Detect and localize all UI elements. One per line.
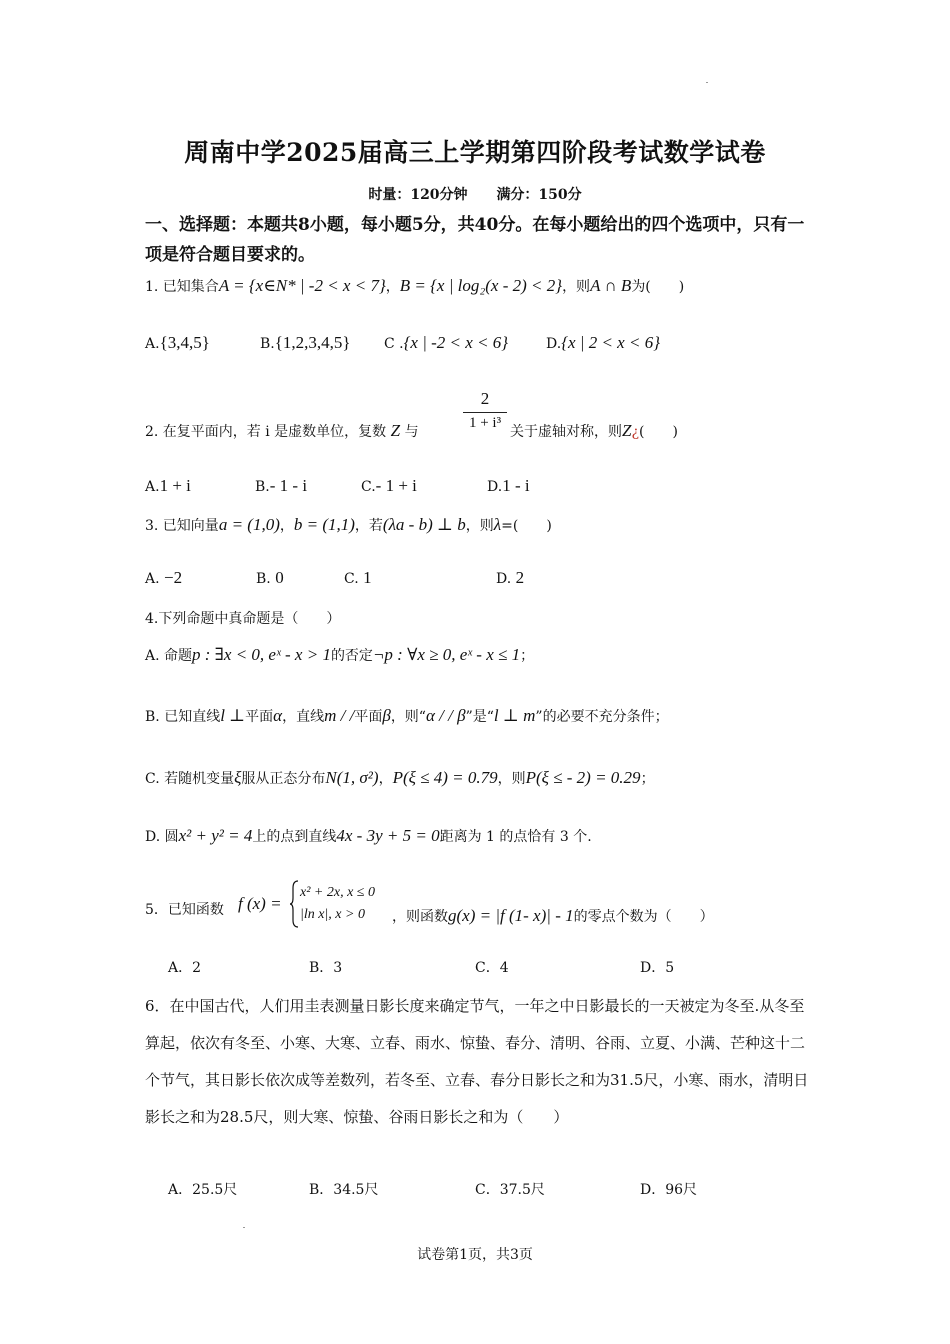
q6-option-b[interactable] — [309, 1179, 378, 1199]
q4d-line: 4x - 3y + 5 = 0 — [336, 826, 440, 845]
q2-z: Z — [390, 421, 401, 440]
q2-option-a[interactable] — [145, 476, 191, 496]
q3-then: ，则 — [465, 518, 494, 534]
q2-glyph: ¿ — [631, 424, 639, 440]
q5-option-c[interactable] — [475, 957, 509, 977]
option-text: 4 — [499, 960, 509, 976]
option-label: D. — [487, 479, 503, 495]
q1-option-c[interactable] — [384, 333, 508, 353]
q4b-is: ”是“ — [465, 709, 494, 725]
q3-lambda: λ — [493, 515, 502, 534]
q4d-circle: x² + y² = 4 — [178, 826, 253, 845]
q4b-alpha-beta: α / / β — [425, 706, 466, 725]
question-5-tail — [392, 906, 714, 926]
option-label: A． — [168, 960, 193, 976]
q4-option-b[interactable] — [145, 706, 669, 726]
option-text: {1,2,3,4,5} — [274, 333, 351, 352]
option-label: C． — [475, 1182, 500, 1198]
option-text: 0 — [275, 568, 284, 587]
brace-icon — [289, 880, 299, 928]
option-label: C. — [361, 479, 376, 495]
q5-mid: ，则函数 — [392, 909, 448, 925]
q4b-line: ，直线 — [282, 709, 325, 725]
q4c-p1: P(ξ ≤ 4) = 0.79 — [392, 768, 498, 787]
option-text: {x | 2 < x < 6} — [561, 333, 660, 352]
option-text: 1 + i — [159, 476, 191, 495]
q3-tail: =( ) — [501, 518, 552, 534]
q1-comma: ， — [385, 279, 400, 295]
option-label: D． — [640, 1182, 666, 1198]
option-text: 2 — [515, 568, 525, 587]
q3-comma: ， — [279, 518, 294, 534]
q4c-then: ，则 — [497, 771, 526, 787]
q4d-mid: 上的点到直线 — [252, 829, 337, 845]
option-text: 1 - i — [502, 476, 530, 495]
q4a-end: ； — [520, 648, 535, 664]
option-label: A. — [145, 479, 160, 495]
exam-title: 周南中学2025届高三上学期第四阶段考试数学试卷 — [184, 138, 766, 167]
q4d-prefix: D. 圆 — [145, 829, 179, 845]
q5-cases — [300, 882, 375, 926]
fraction-denominator: 1 + i³ — [468, 415, 502, 431]
question-1 — [145, 276, 684, 296]
option-text: {3,4,5} — [159, 333, 210, 352]
q1-option-a[interactable] — [145, 333, 210, 353]
question-2-tail — [510, 421, 678, 441]
q5-end: 的零点个数为（ ） — [573, 909, 714, 925]
q5-case-1: x² + 2x, x ≤ 0 — [300, 885, 375, 900]
q4c-end: ； — [640, 771, 655, 787]
q2-tail: ( ) — [638, 424, 678, 440]
option-text: −2 — [164, 568, 183, 587]
q4a-negation: ¬p : ∀x ≥ 0, eˣ - x ≤ 1 — [372, 645, 521, 664]
q4c-mid: 服从正态分布 — [241, 771, 326, 787]
q4b-alpha: α — [273, 706, 283, 725]
option-text: 37.5尺 — [499, 1182, 545, 1198]
q4c-comma: ， — [378, 771, 393, 787]
option-label: D． — [640, 960, 666, 976]
q2-option-b[interactable] — [255, 476, 307, 496]
option-label: B． — [309, 960, 334, 976]
q2-z2: Z — [622, 421, 632, 440]
question-6: 6．在中国古代，人们用圭表测量日影长度来确定节气，一年之中日影最长的一天被定为冬至.从冬至算起，依次有冬至、小寒、大寒、立春、雨水、惊蛰、春分、清明、谷雨、立夏、小满、芒种这十二个节气，其日影长依次成等差数列，若冬至、立春、春分日影长之和为31.5尺，小寒、雨水，清明日影长之和为28.5尺，则大寒、惊蛰、谷雨日影长之和为（ ） — [145, 997, 809, 1126]
q2-prefix: 2. 在复平面内，若 i 是虚数单位，复数 — [145, 424, 387, 440]
q5-prefix: 5．已知函数 — [145, 902, 224, 918]
q3-vector-a: a = (1,0) — [218, 515, 280, 534]
q1-prefix: 1. 已知集合 — [145, 279, 219, 295]
q4b-end: ”的必要不充分条件； — [535, 709, 669, 725]
question-3 — [145, 515, 552, 535]
q6-option-c[interactable] — [475, 1179, 545, 1199]
q1-then: ，则 — [562, 279, 591, 295]
option-label: B. — [256, 571, 271, 587]
q3-option-a[interactable] — [145, 568, 182, 588]
q2-mid: 关于虚轴对称，则 — [510, 424, 622, 440]
q3-option-d[interactable] — [496, 568, 524, 588]
exam-meta — [0, 184, 950, 204]
time-limit: 时量：120分钟 — [368, 187, 468, 203]
q4c-normal: N(1, σ²) — [325, 768, 379, 787]
q3-prefix: 3. 已知向量 — [145, 518, 219, 534]
q3-option-c[interactable] — [344, 568, 372, 588]
option-label: D. — [546, 336, 562, 352]
question-4-stem: 4.下列命题中真命题是（ ） — [145, 611, 341, 627]
q5-option-b[interactable] — [309, 957, 342, 977]
q4a-mid: 的否定 — [330, 648, 373, 664]
q5-brace-icon — [289, 880, 299, 928]
q5-option-d[interactable] — [640, 957, 674, 977]
option-label: A. — [145, 571, 160, 587]
q1-set-b: B = {x | log₂(x - 2) < 2} — [399, 276, 563, 295]
option-text: 3 — [333, 960, 343, 976]
option-label: C． — [475, 960, 500, 976]
q5-case-2: |ln x|, x > 0 — [300, 907, 365, 922]
q4b-l: l ⊥ — [220, 706, 246, 725]
question-2 — [145, 421, 419, 441]
q4a-prefix: A. 命题 — [145, 648, 193, 664]
q5-option-a[interactable] — [168, 957, 201, 977]
q5-function-g: g(x) = |f (1- x)| - 1 — [448, 906, 574, 925]
q4b-plane2: 平面 — [354, 709, 383, 725]
page-footer: 试卷第1页，共3页 — [417, 1247, 533, 1263]
option-label: C. — [344, 571, 359, 587]
q2-fraction — [463, 389, 507, 432]
q1-tail: 为( ) — [631, 279, 685, 295]
fraction-numerator: 2 — [480, 389, 490, 408]
option-text: 96尺 — [665, 1182, 698, 1198]
q4-option-c[interactable] — [145, 768, 655, 788]
q1-option-d[interactable] — [546, 333, 660, 353]
full-score: 满分：150分 — [496, 187, 582, 203]
q4-option-a[interactable] — [145, 645, 534, 665]
q2-option-c[interactable] — [361, 476, 417, 496]
q3-option-b[interactable] — [256, 568, 284, 588]
q4-option-d[interactable] — [145, 826, 592, 846]
q3-if: ，若 — [354, 518, 383, 534]
q4a-proposition: p : ∃x < 0, eˣ - x > 1 — [192, 645, 331, 664]
q5-function-f: f (x) = — [238, 894, 282, 913]
q4b-then: ，则“ — [390, 709, 426, 725]
q4c-xi: ξ — [234, 768, 242, 787]
option-text: 5 — [665, 960, 675, 976]
q1-expr: A ∩ B — [590, 276, 632, 295]
option-text: 34.5尺 — [333, 1182, 379, 1198]
q3-condition: (λa - b) ⊥ b — [382, 515, 466, 534]
option-text: 25.5尺 — [192, 1182, 238, 1198]
option-text: - 1 - i — [269, 476, 308, 495]
q6-option-a[interactable] — [168, 1179, 237, 1199]
option-label: A． — [168, 1182, 193, 1198]
q4b-m: m / / — [324, 706, 355, 725]
q4d-end: 距离为 1 的点恰有 3 个. — [439, 829, 592, 845]
option-label: B. — [255, 479, 270, 495]
fraction-bar — [463, 412, 507, 413]
q6-option-d[interactable] — [640, 1179, 697, 1199]
q2-option-d[interactable] — [487, 476, 530, 496]
q4b-plane1: 平面 — [245, 709, 274, 725]
option-text: 1 — [363, 568, 372, 587]
q1-option-b[interactable] — [260, 333, 351, 353]
q2-with: 与 — [404, 424, 419, 440]
option-label: D. — [496, 571, 512, 587]
q4b-prefix: B. 已知直线 — [145, 709, 221, 725]
section-heading: 一、选择题：本题共8小题，每小题5分，共40分。在每小题给出的四个选项中，只有一项是符合题目要求的。 — [145, 215, 805, 265]
option-label: A. — [145, 336, 160, 352]
q4c-p2: P(ξ ≤ - 2) = 0.29 — [525, 768, 641, 787]
option-text: {x | -2 < x < 6} — [403, 333, 509, 352]
q4b-beta: β — [382, 706, 391, 725]
scan-dot — [243, 1227, 245, 1228]
q4b-l-m: l ⊥ m — [493, 706, 536, 725]
q3-vector-b: b = (1,1) — [293, 515, 355, 534]
q4c-prefix: C. 若随机变量 — [145, 771, 235, 787]
option-text: 2 — [192, 960, 202, 976]
q1-set-a: A = {x∈N* | -2 < x < 7} — [218, 276, 386, 295]
option-text: - 1 + i — [375, 476, 417, 495]
option-label: B. — [260, 336, 275, 352]
scan-dot — [706, 82, 708, 83]
option-label: B． — [309, 1182, 334, 1198]
option-label: C . — [384, 336, 404, 352]
